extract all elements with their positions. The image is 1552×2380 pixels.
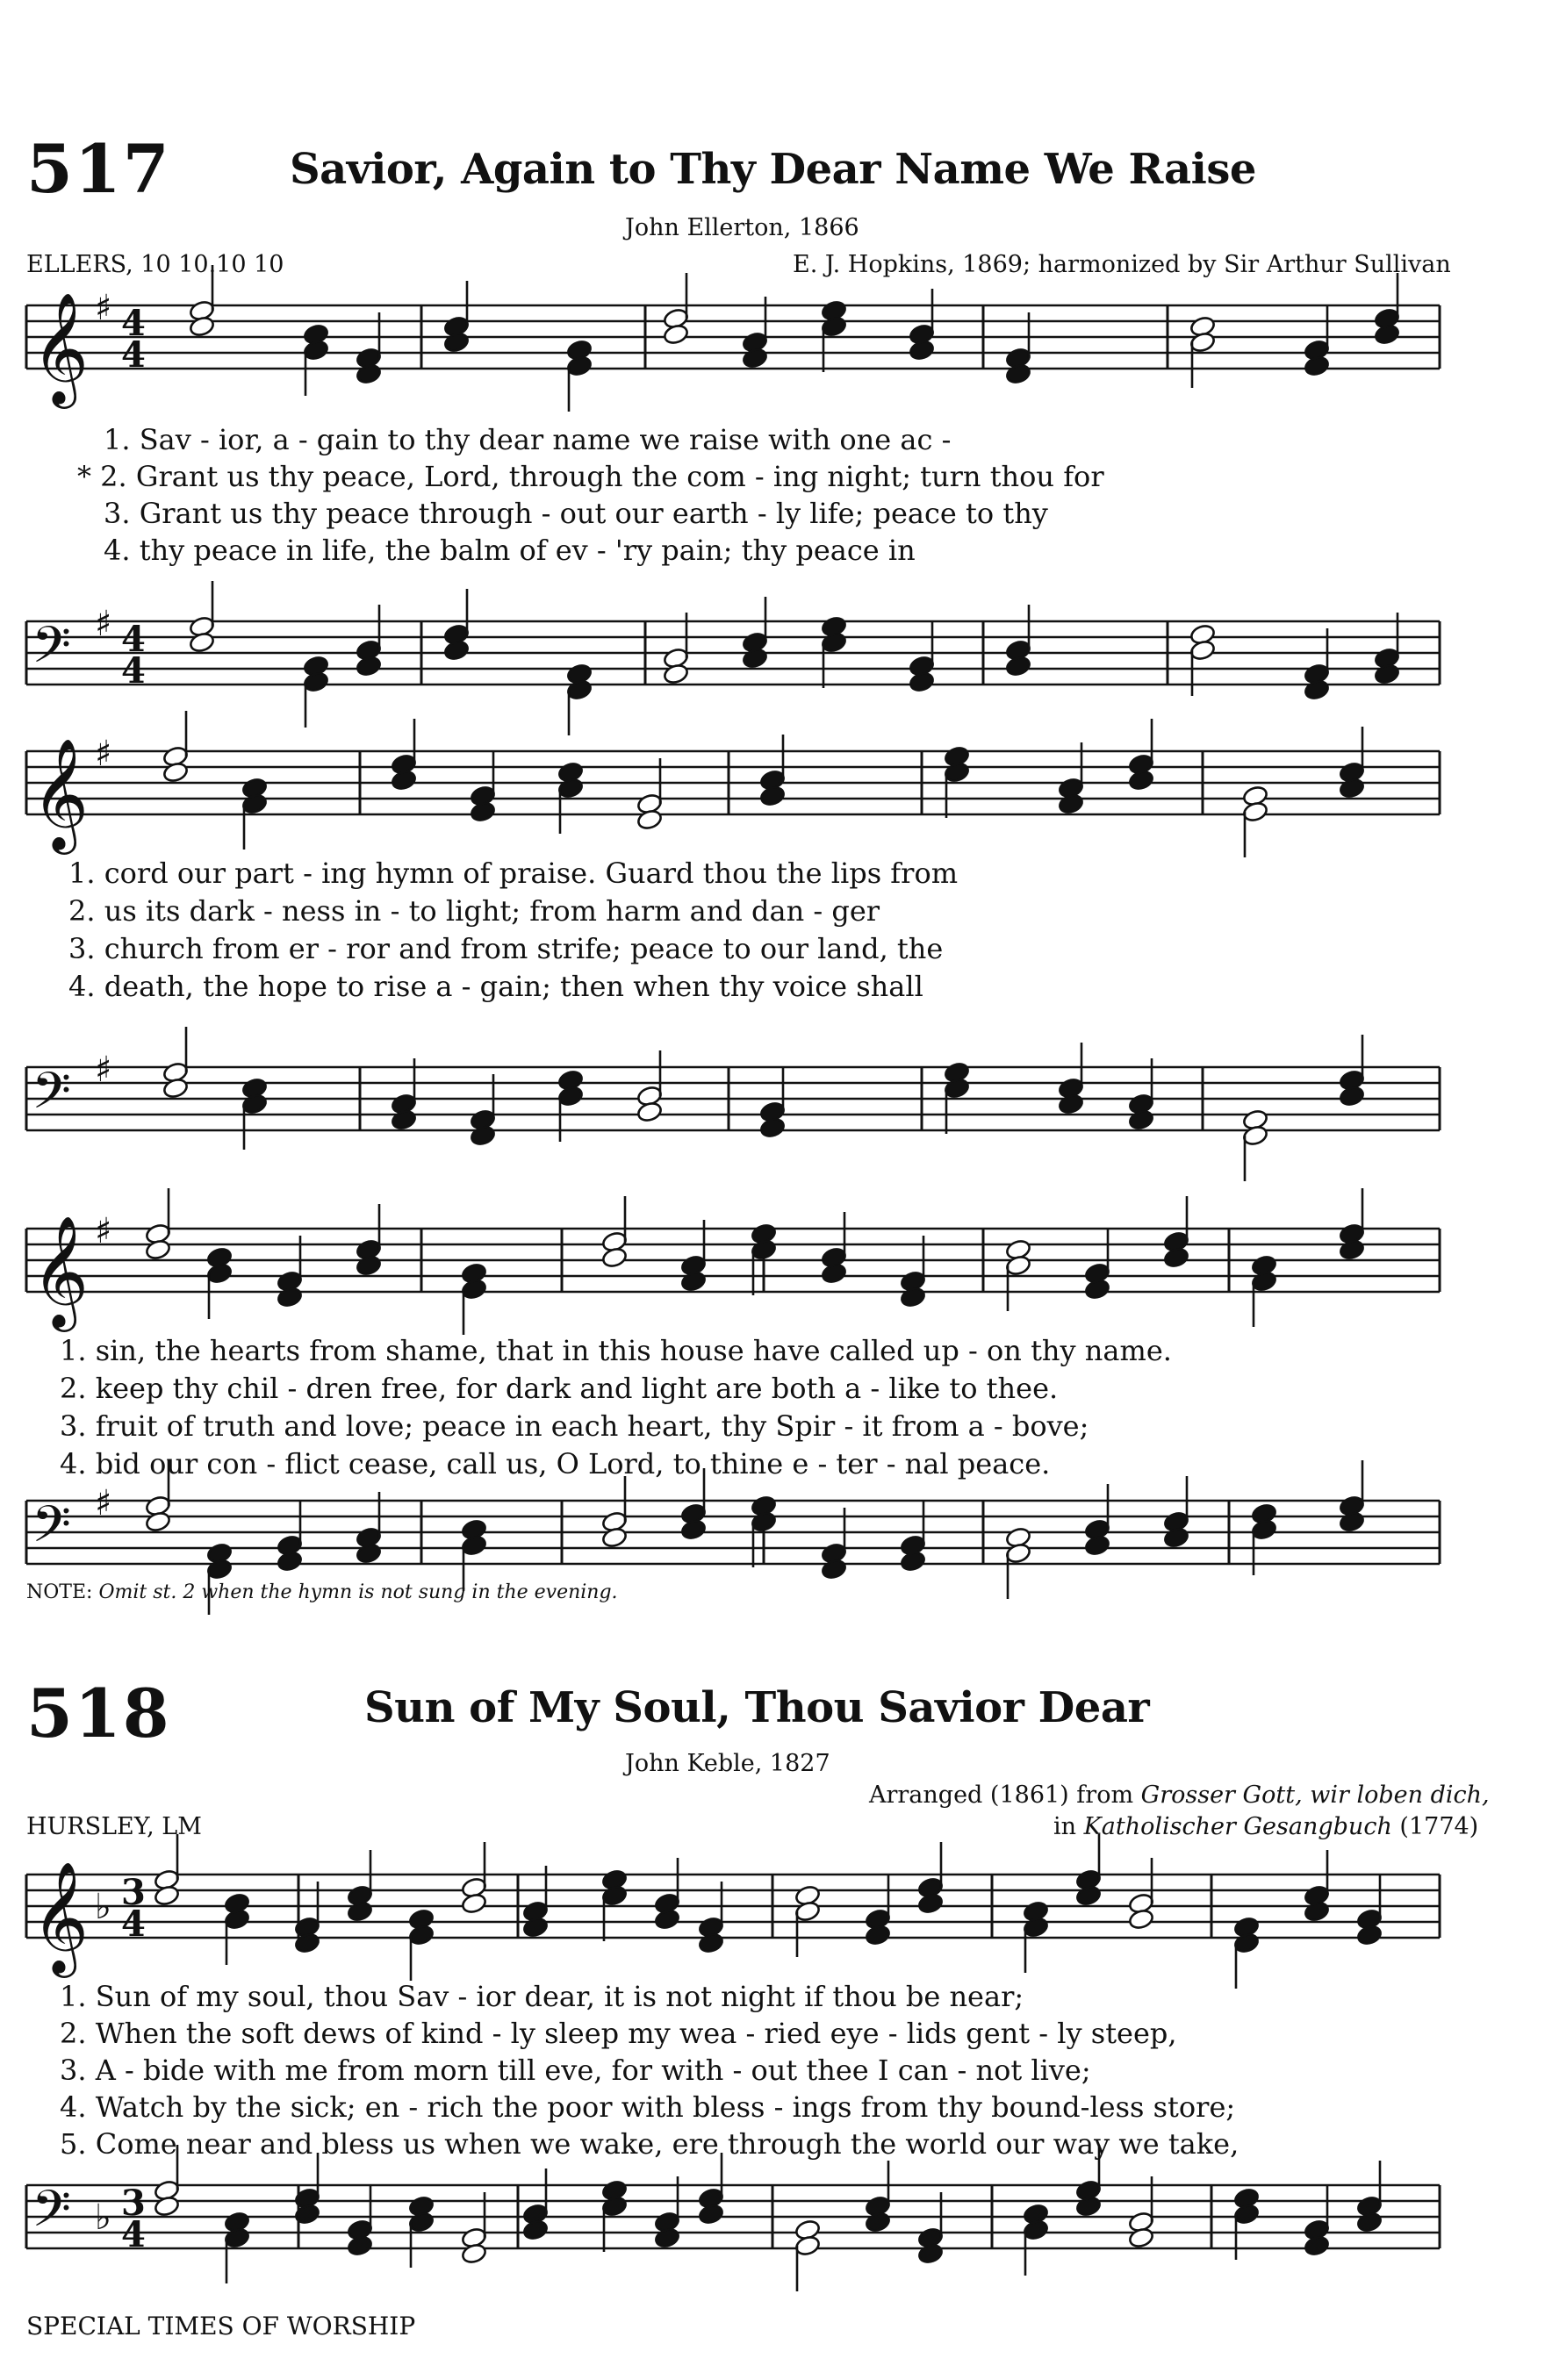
note-head [1304, 2234, 1331, 2257]
hymn-number-518: 518 [26, 1674, 171, 1753]
note-row-517-s1-t [189, 265, 1401, 412]
note-head [1339, 1085, 1366, 1108]
note-head [277, 1550, 304, 1573]
note-head [1339, 1510, 1366, 1533]
note-head [470, 1124, 497, 1147]
note-head [900, 1550, 927, 1573]
note-head [461, 2242, 488, 2265]
note-head [162, 1077, 190, 1100]
hymn-number-517: 517 [26, 130, 171, 208]
lyric-line-517-s3-v3: 3. fruit of truth and love; peace in each heart, thy Spir - it from a - bove; [60, 1409, 1089, 1443]
flat-sign-icon: ♭ [95, 1886, 111, 1927]
note-head [356, 362, 383, 385]
note-head [900, 1286, 927, 1308]
note-head [522, 1916, 550, 1939]
note-head [1374, 663, 1401, 685]
note-head [1128, 2226, 1155, 2249]
note-head [1075, 1884, 1103, 1907]
note-head [1084, 1534, 1111, 1557]
note-head [470, 800, 497, 823]
note-head [742, 347, 769, 369]
hymn-arranged-line1 [869, 1781, 1490, 1809]
note-head [443, 639, 471, 662]
note-head [759, 785, 787, 807]
sharp-sign-icon: ♯ [95, 1482, 112, 1523]
treble-clef-icon: 𝄞 [32, 1860, 90, 1973]
note-row-517-s3-t [145, 1188, 1366, 1335]
bass-clef-icon: 𝄢 [32, 2179, 72, 2251]
note-head [909, 670, 936, 693]
lyric-line-517-s2-v2: 2. us its dark - ness in - to light; from harm and dan - ger [68, 894, 880, 928]
treble-clef-icon: 𝄞 [32, 1215, 90, 1327]
note-head [461, 1892, 488, 1915]
staff-517-s2-bass [26, 1049, 1440, 1133]
note-head [189, 631, 216, 654]
hymn-author-518: John Keble, 1827 [625, 1750, 830, 1777]
note-head [742, 647, 769, 670]
sharp-sign-icon: ♯ [95, 603, 112, 644]
note-head [821, 1558, 848, 1581]
note-head [636, 1100, 664, 1123]
note-head [601, 1526, 629, 1549]
note-head [1163, 1526, 1190, 1549]
note-head [522, 2219, 550, 2241]
note-row-517-s2-t [162, 711, 1366, 857]
note-head [1374, 323, 1401, 346]
flat-sign-icon: ♭ [95, 2197, 111, 2238]
lyric-line-517-s1-v4: 4. thy peace in life, the balm of ev - 'ry pain; thy peace in [104, 534, 916, 567]
arranged-source-title: Grosser Gott, wir loben dich, [1140, 1781, 1490, 1809]
hymn-note-517 [26, 1581, 618, 1603]
lyric-line-517-s2-v3: 3. church from er - ror and from strife; peace to our land, the [68, 932, 944, 965]
bass-clef-icon: 𝄢 [32, 1495, 72, 1566]
note-head [391, 1108, 418, 1131]
note-head [1058, 1093, 1085, 1115]
note-head [601, 1246, 629, 1269]
time-signature-bottom: 4 [121, 334, 146, 376]
lyric-line-517-s3-v2: 2. keep thy chil - dren free, for dark and light are both a - like to thee. [60, 1372, 1059, 1405]
staff-517-s1-treble [26, 287, 1440, 409]
note-head [1163, 1246, 1190, 1269]
note-head [277, 1286, 304, 1308]
note-head [1084, 1278, 1111, 1301]
note-head [1128, 769, 1155, 792]
note-head [680, 1270, 708, 1293]
note-head [1339, 777, 1366, 799]
arranged-in: in [1053, 1813, 1084, 1840]
hymn-tune-517: ELLERS, 10 10.10 10 [26, 251, 284, 278]
note-row-517-s1-b [189, 581, 1401, 735]
arranged-year: (1774) [1391, 1813, 1479, 1840]
note-head [1304, 355, 1331, 377]
note-head [356, 1254, 383, 1277]
note-head [1339, 1238, 1366, 1261]
hymn-title-518: Sun of My Soul, Thou Savior Dear [364, 1683, 1150, 1732]
note-head [162, 761, 190, 784]
lyric-line-517-s3-v4: 4. bid our con - flict cease, call us, O Lord, to thine e - ter - nal peace. [60, 1447, 1051, 1480]
staff-517-s2-treble [26, 733, 1440, 855]
note-head [1005, 655, 1032, 677]
staff-517-s1-bass [26, 603, 1440, 692]
lyric-line-517-s1-v3: 3. Grant us thy peace through - out our earth - ly life; peace to thy [104, 497, 1048, 530]
note-head [1304, 678, 1331, 701]
note-head [1128, 1908, 1155, 1931]
note-head [154, 1884, 181, 1907]
sharp-sign-icon: ♯ [95, 1210, 112, 1251]
note-head [917, 1892, 945, 1915]
bass-clef-icon: 𝄢 [32, 1061, 72, 1133]
note-head [356, 1542, 383, 1565]
note-head [391, 769, 418, 792]
lyric-line-518-v4: 4. Watch by the sick; en - rich the poor with bless - ings from thy bound-less store; [60, 2090, 1236, 2124]
note-head [443, 331, 471, 354]
sharp-sign-icon: ♯ [95, 1049, 112, 1090]
note-head [1356, 2211, 1383, 2233]
time-signature-top: 3 [121, 1872, 146, 1913]
note-head [865, 2211, 892, 2233]
note-head [1075, 2195, 1103, 2218]
note-head [145, 1238, 172, 1261]
time-signature-top: 4 [121, 303, 146, 344]
treble-clef-icon: 𝄞 [32, 291, 90, 404]
lyric-line-517-s2-v4: 4. death, the hope to rise a - gain; then when thy voice shall [68, 970, 923, 1003]
lyric-line-517-s1-v1: 1. Sav - ior, a - gain to thy dear name we raise with one ac - [104, 423, 952, 456]
lyric-line-517-s3-v1: 1. sin, the hearts from shame, that in this house have called up - on thy name. [60, 1334, 1172, 1367]
note-head [917, 2242, 945, 2265]
time-signature-bottom: 4 [121, 1903, 146, 1945]
note-head [1058, 792, 1085, 815]
note-head [909, 339, 936, 362]
note-row-518-t [154, 1834, 1383, 1989]
lyric-line-518-v3: 3. A - bide with me from morn till eve, for with - out thee I can - not live; [60, 2054, 1091, 2087]
hymn-title-517: Savior, Again to Thy Dear Name We Raise [290, 145, 1256, 194]
note-text: Omit st. 2 when the hymn is not sung in the evening. [98, 1581, 618, 1603]
note-head [663, 663, 690, 685]
note-head [759, 1116, 787, 1139]
hymn-tune-518: HURSLEY, LM [26, 1813, 202, 1840]
arranged-source-book: Katholischer Gesangbuch [1083, 1813, 1392, 1840]
sharp-sign-icon: ♯ [95, 287, 112, 328]
hymn-arranged-line2 [1053, 1813, 1478, 1840]
treble-clef-icon: 𝄞 [32, 737, 90, 849]
time-signature-bottom: 4 [121, 2214, 146, 2255]
note-head [1128, 1108, 1155, 1131]
sharp-sign-icon: ♯ [95, 733, 112, 774]
note-head [663, 323, 690, 346]
note-head [698, 1932, 725, 1954]
note-head [189, 315, 216, 338]
note-head [680, 1518, 708, 1541]
note-label: NOTE: [26, 1581, 93, 1603]
lyric-line-517-s1-v2: * 2. Grant us thy peace, Lord, through the com - ing night; turn thou for [77, 460, 1104, 493]
note-head [654, 1908, 681, 1931]
note-row-517-s2-b [162, 1027, 1366, 1181]
note-head [356, 655, 383, 677]
note-head [347, 2234, 374, 2257]
page-footer: SPECIAL TIMES OF WORSHIP [26, 2312, 416, 2341]
time-signature-bottom: 4 [121, 650, 146, 692]
lyric-line-518-v5: 5. Come near and bless us when we wake, ere through the world our way we take, [60, 2127, 1239, 2161]
note-head [154, 2195, 181, 2218]
note-head [1005, 362, 1032, 385]
hymn-author-517: John Ellerton, 1866 [625, 214, 859, 241]
note-head [654, 2226, 681, 2249]
note-head [821, 1262, 848, 1285]
note-head [1356, 1924, 1383, 1946]
lyric-line-518-v1: 1. Sun of my soul, thou Sav - ior dear, it is not night if thou be near; [60, 1980, 1024, 2013]
time-signature-top: 4 [121, 619, 146, 660]
staff-517-s3-treble [26, 1210, 1440, 1332]
note-head [636, 808, 664, 831]
hymn-composer-517: E. J. Hopkins, 1869; harmonized by Sir Arthur Sullivan [793, 251, 1451, 278]
note-head [698, 2203, 725, 2226]
note-head [347, 1900, 374, 1923]
staff-517-s3-bass [26, 1482, 1440, 1566]
note-head [145, 1510, 172, 1533]
lyric-line-518-v2: 2. When the soft dews of kind - ly sleep my wea - ried eye - lids gent - ly steep, [60, 2017, 1177, 2050]
note-head [865, 1924, 892, 1946]
time-signature-top: 3 [121, 2183, 146, 2224]
arranged-prefix: Arranged (1861) from [869, 1781, 1141, 1809]
note-row-518-b [154, 2145, 1383, 2291]
lyric-line-517-s2-v1: 1. cord our part - ing hymn of praise. Guard thou the lips from [68, 857, 959, 890]
note-head [1304, 1900, 1331, 1923]
bass-clef-icon: 𝄢 [32, 615, 72, 687]
